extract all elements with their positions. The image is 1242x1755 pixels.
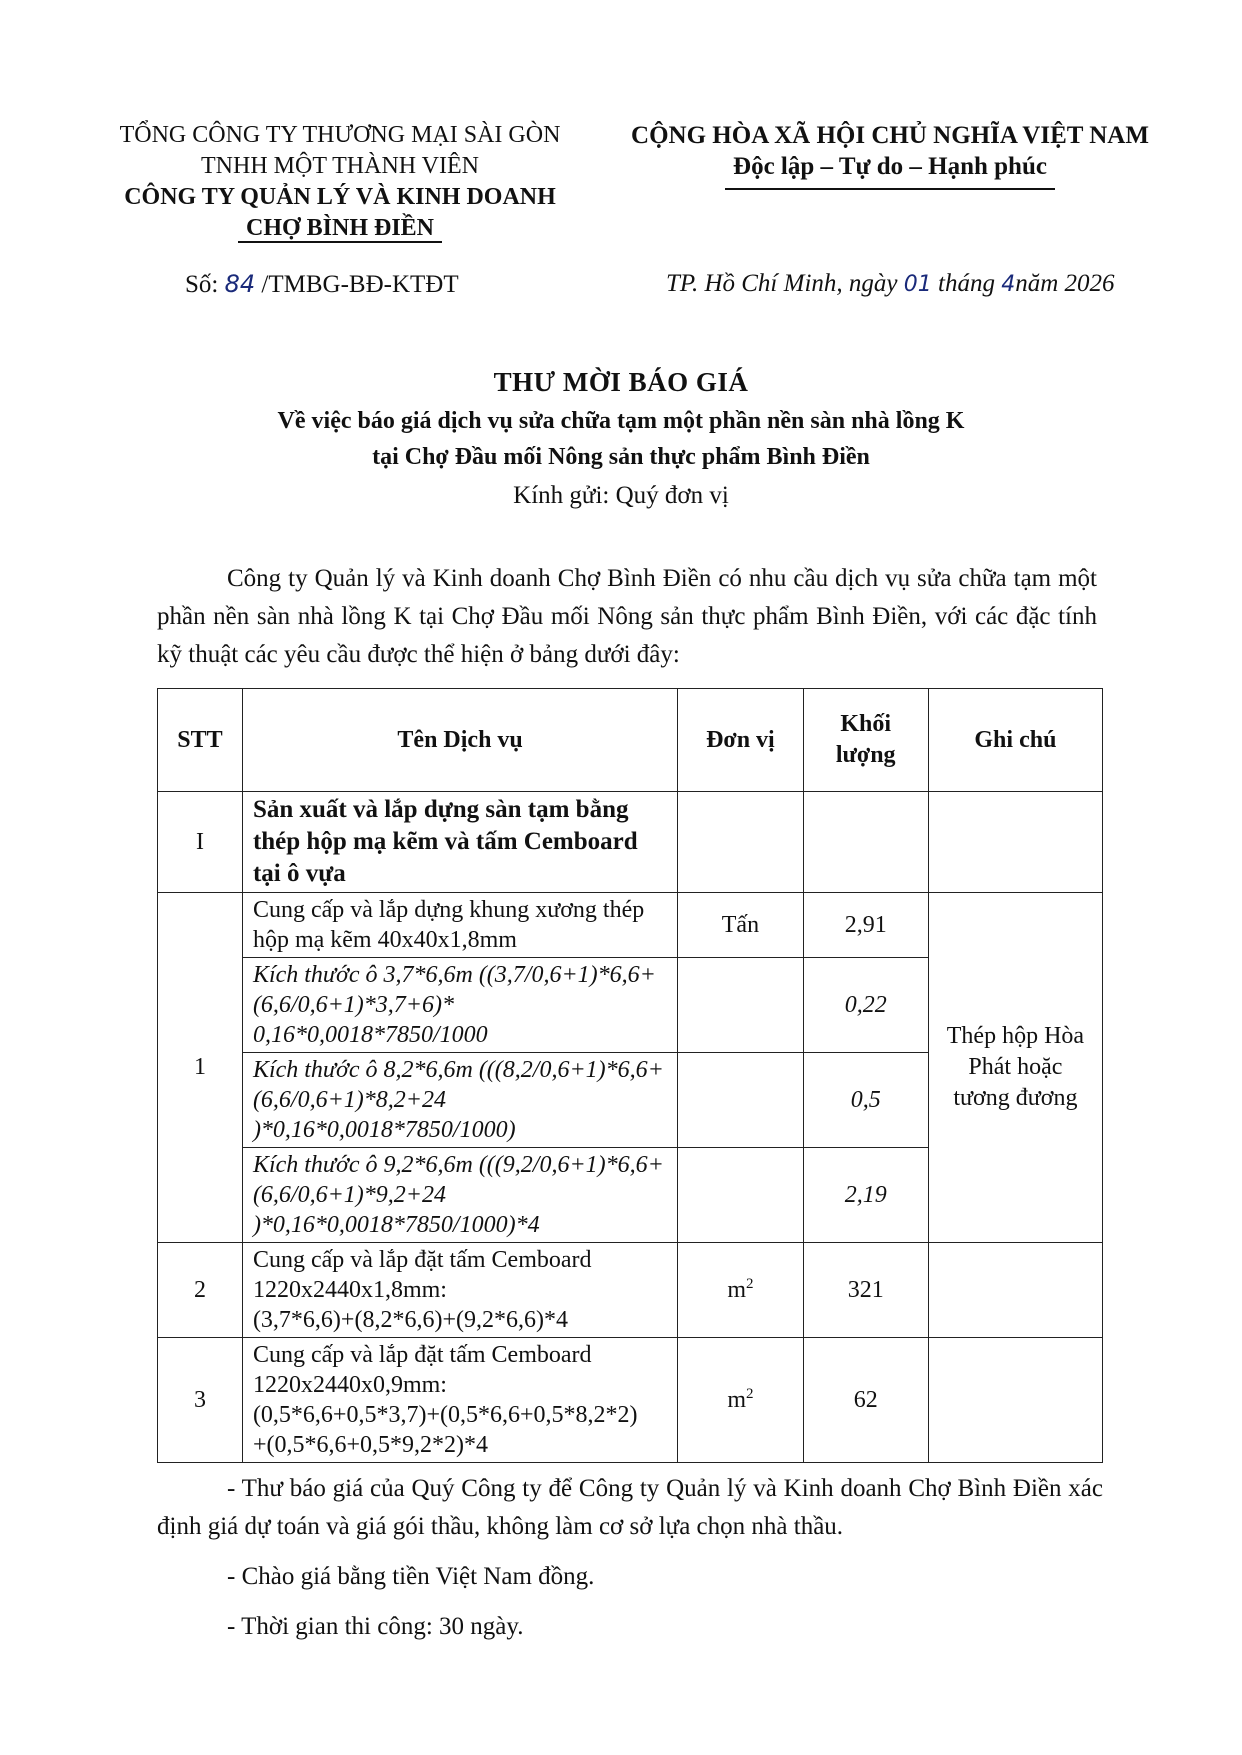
item1-stt: 1 <box>158 893 243 1243</box>
motto-underline <box>725 188 1055 190</box>
category-name: Sản xuất và lắp dựng sàn tạm bằng thép hộp mạ kẽm và tấm Cemboard tại ô vựa <box>242 792 677 893</box>
item1-sub2-unit <box>678 1053 803 1148</box>
subject-line2: tại Chợ Đầu mối Nông sản thực phẩm Bình Điền <box>372 444 870 470</box>
recipient: Kính gửi: Quý đơn vị <box>513 482 729 509</box>
date-place: TP. Hồ Chí Minh, ngày <box>666 270 904 297</box>
table-row-item3 <box>158 1338 1103 1463</box>
header-unit: Đơn vị <box>678 689 803 792</box>
item1-name: Cung cấp và lắp dựng khung xương thép hộp mạ kẽm 40x40x1,8mm <box>242 893 677 958</box>
date-day-handwritten: 01 <box>903 272 932 297</box>
service-table <box>157 688 1103 1463</box>
issuer-block <box>90 120 590 244</box>
item2-note <box>928 1243 1102 1338</box>
doc-number-handwritten: 84 <box>224 270 256 298</box>
org-company-line2: CHỢ BÌNH ĐIỀN <box>238 215 442 243</box>
title-block <box>140 362 1102 514</box>
item2-qty: 321 <box>803 1243 928 1338</box>
item1-note: Thép hộp Hòa Phát hoặc tương đương <box>928 893 1102 1243</box>
table-row-category <box>158 792 1103 893</box>
doc-number-label: Số: <box>185 271 225 298</box>
subject-line1: Về việc báo giá dịch vụ sửa chữa tạm một phần nền sàn nhà lồng K <box>277 408 965 434</box>
category-qty <box>803 792 928 893</box>
document-date <box>666 270 1115 298</box>
item3-stt: 3 <box>158 1338 243 1463</box>
item1-sub3-qty: 2,19 <box>803 1148 928 1243</box>
item2-unit: $m^2$ <box>678 1243 803 1338</box>
item3-name: Cung cấp và lắp đặt tấm Cemboard 1220x2440x0,9mm: (0,5*6,6+0,5*3,7)+(0,5*6,6+0,5*8,2*2) +(0,5*6,6+0,5*9,2*2)*4 <box>242 1338 677 1463</box>
header-note: Ghi chú <box>928 689 1102 792</box>
item1-unit: Tấn <box>678 893 803 958</box>
category-stt: I <box>158 792 243 893</box>
intro-paragraph: Công ty Quản lý và Kinh doanh Chợ Bình Điền có nhu cầu dịch vụ sửa chữa tạm một phần nền sàn nhà lồng K tại Chợ Đầu mối Nông sản thực phẩm Bình Điền, với các đặc tính kỹ thuật các yêu cầu được thể hiện ở bảng dưới đây: <box>157 565 1097 668</box>
item3-unit: $m^2$ <box>678 1338 803 1463</box>
item1-qty: 2,91 <box>803 893 928 958</box>
item1-sub3-name: Kích thước ô 9,2*6,6m (((9,2/0,6+1)*6,6+(6,6/0,6+1)*9,2+24 )*0,16*0,0018*7850/1000)*4 <box>242 1148 677 1243</box>
category-note <box>928 792 1102 893</box>
header-quantity: Khối lượng <box>803 689 928 792</box>
note-currency: - Chào giá bằng tiền Việt Nam đồng. <box>227 1563 595 1590</box>
category-unit <box>678 792 803 893</box>
national-heading <box>610 120 1170 190</box>
org-parent-line2: TNHH MỘT THÀNH VIÊN <box>201 153 479 179</box>
date-month-label: tháng <box>931 270 1002 297</box>
document-number <box>185 270 459 299</box>
table-row-item2 <box>158 1243 1103 1338</box>
table-row-item1 <box>158 893 1103 958</box>
org-company-line1: CÔNG TY QUẢN LÝ VÀ KINH DOANH <box>124 184 556 210</box>
item1-sub1-qty: 0,22 <box>803 958 928 1053</box>
date-year: năm 2026 <box>1015 270 1115 297</box>
org-parent-line1: TỔNG CÔNG TY THƯƠNG MẠI SÀI GÒN <box>119 122 561 148</box>
note-purpose: - Thư báo giá của Quý Công ty để Công ty Quản lý và Kinh doanh Chợ Bình Điền xác định giá dự toán và giá gói thầu, không làm cơ sở lựa chọn nhà thầu. <box>157 1475 1103 1540</box>
item3-note <box>928 1338 1102 1463</box>
table-header-row <box>158 689 1103 792</box>
doc-number-code: /TMBG-BĐ-KTĐT <box>255 271 459 298</box>
header-stt: STT <box>158 689 243 792</box>
note-duration: - Thời gian thi công: 30 ngày. <box>227 1613 524 1640</box>
nation-name: CỘNG HÒA XÃ HỘI CHỦ NGHĨA VIỆT NAM <box>631 122 1149 149</box>
item1-sub2-qty: 0,5 <box>803 1053 928 1148</box>
national-motto: Độc lập – Tự do – Hạnh phúc <box>733 153 1047 180</box>
item1-sub1-name: Kích thước ô 3,7*6,6m ((3,7/0,6+1)*6,6+(6,6/0,6+1)*3,7+6)* 0,16*0,0018*7850/1000 <box>242 958 677 1053</box>
header-service-name: Tên Dịch vụ <box>242 689 677 792</box>
item1-sub2-name: Kích thước ô 8,2*6,6m (((8,2/0,6+1)*6,6+(6,6/0,6+1)*8,2+24 )*0,16*0,0018*7850/1000) <box>242 1053 677 1148</box>
item2-name: Cung cấp và lắp đặt tấm Cemboard 1220x2440x1,8mm: (3,7*6,6)+(8,2*6,6)+(9,2*6,6)*4 <box>242 1243 677 1338</box>
item1-sub1-unit <box>678 958 803 1053</box>
document-title: THƯ MỜI BÁO GIÁ <box>493 367 749 397</box>
item3-qty: 62 <box>803 1338 928 1463</box>
item1-sub3-unit <box>678 1148 803 1243</box>
notes-section <box>157 1470 1103 1658</box>
date-month-handwritten: 4 <box>1001 272 1016 297</box>
item2-stt: 2 <box>158 1243 243 1338</box>
